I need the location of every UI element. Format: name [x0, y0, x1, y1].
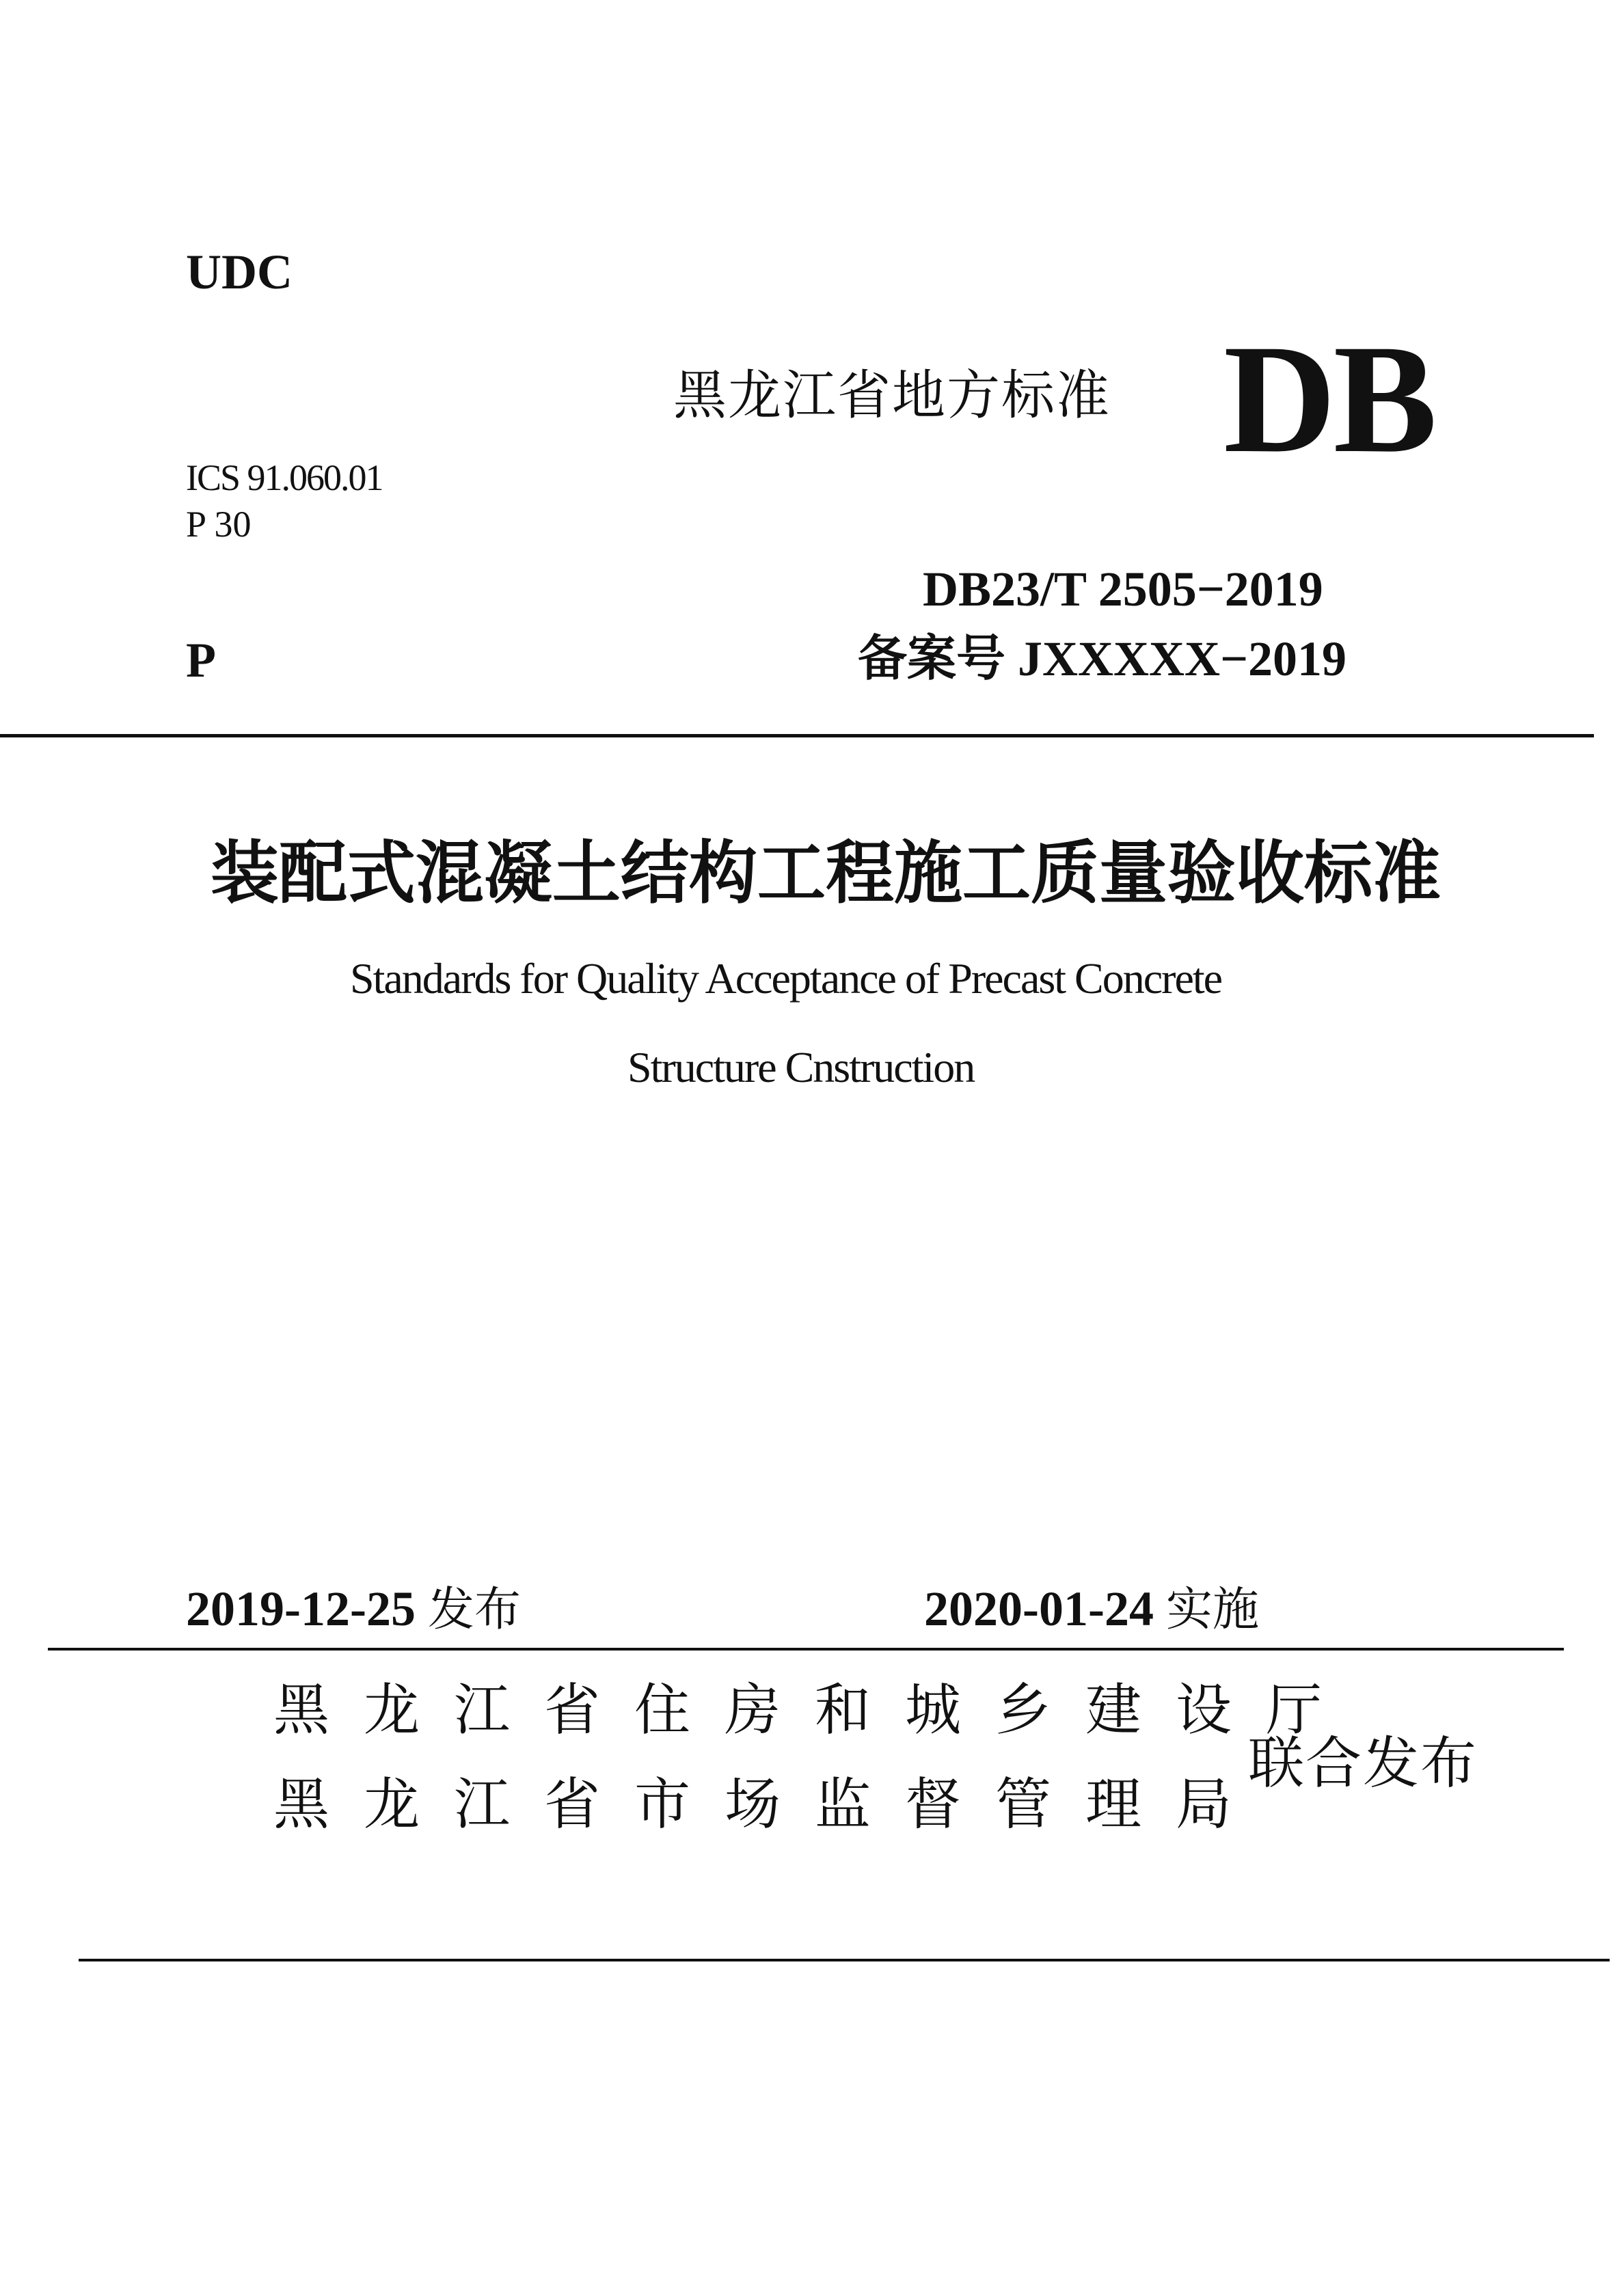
standard-number: DB23/T 2505−2019 [923, 562, 1323, 616]
joint-issue-label: 联合发布 [1248, 1731, 1478, 1796]
udc-label: UDC [186, 245, 293, 299]
implement-label: 实施 [1165, 1583, 1259, 1637]
db-mark: DB [1223, 313, 1435, 485]
issue-label: 发布 [427, 1583, 521, 1637]
ccs-code: P 30 [186, 504, 252, 545]
issuer-line-1: 黑龙江省住房和城乡建设厅 [273, 1678, 1357, 1743]
ics-code: ICS 91.060.01 [186, 457, 383, 498]
filing-number: 备案号 JXXXXX−2019 [858, 632, 1347, 686]
issuer-line-2: 黑龙江省市场监督管理局 [273, 1772, 1267, 1837]
issue-date: 2019-12-25 [186, 1581, 416, 1636]
middle-divider [48, 1648, 1564, 1651]
bottom-divider [79, 1959, 1610, 1961]
top-divider [0, 734, 1594, 737]
issue-date-block [186, 1581, 521, 1637]
category-letter: P [186, 633, 216, 688]
implement-date-block [924, 1581, 1259, 1637]
title-chinese: 装配式混凝土结构工程施工质量验收标准 [211, 833, 1441, 913]
implement-date: 2020-01-24 [924, 1581, 1154, 1636]
standard-kind: 黑龙江省地方标准 [673, 365, 1111, 426]
title-english-line2: Structure Cnstruction [627, 1043, 975, 1091]
title-english-line1: Standards for Quality Acceptance of Precast Concrete [350, 954, 1222, 1003]
